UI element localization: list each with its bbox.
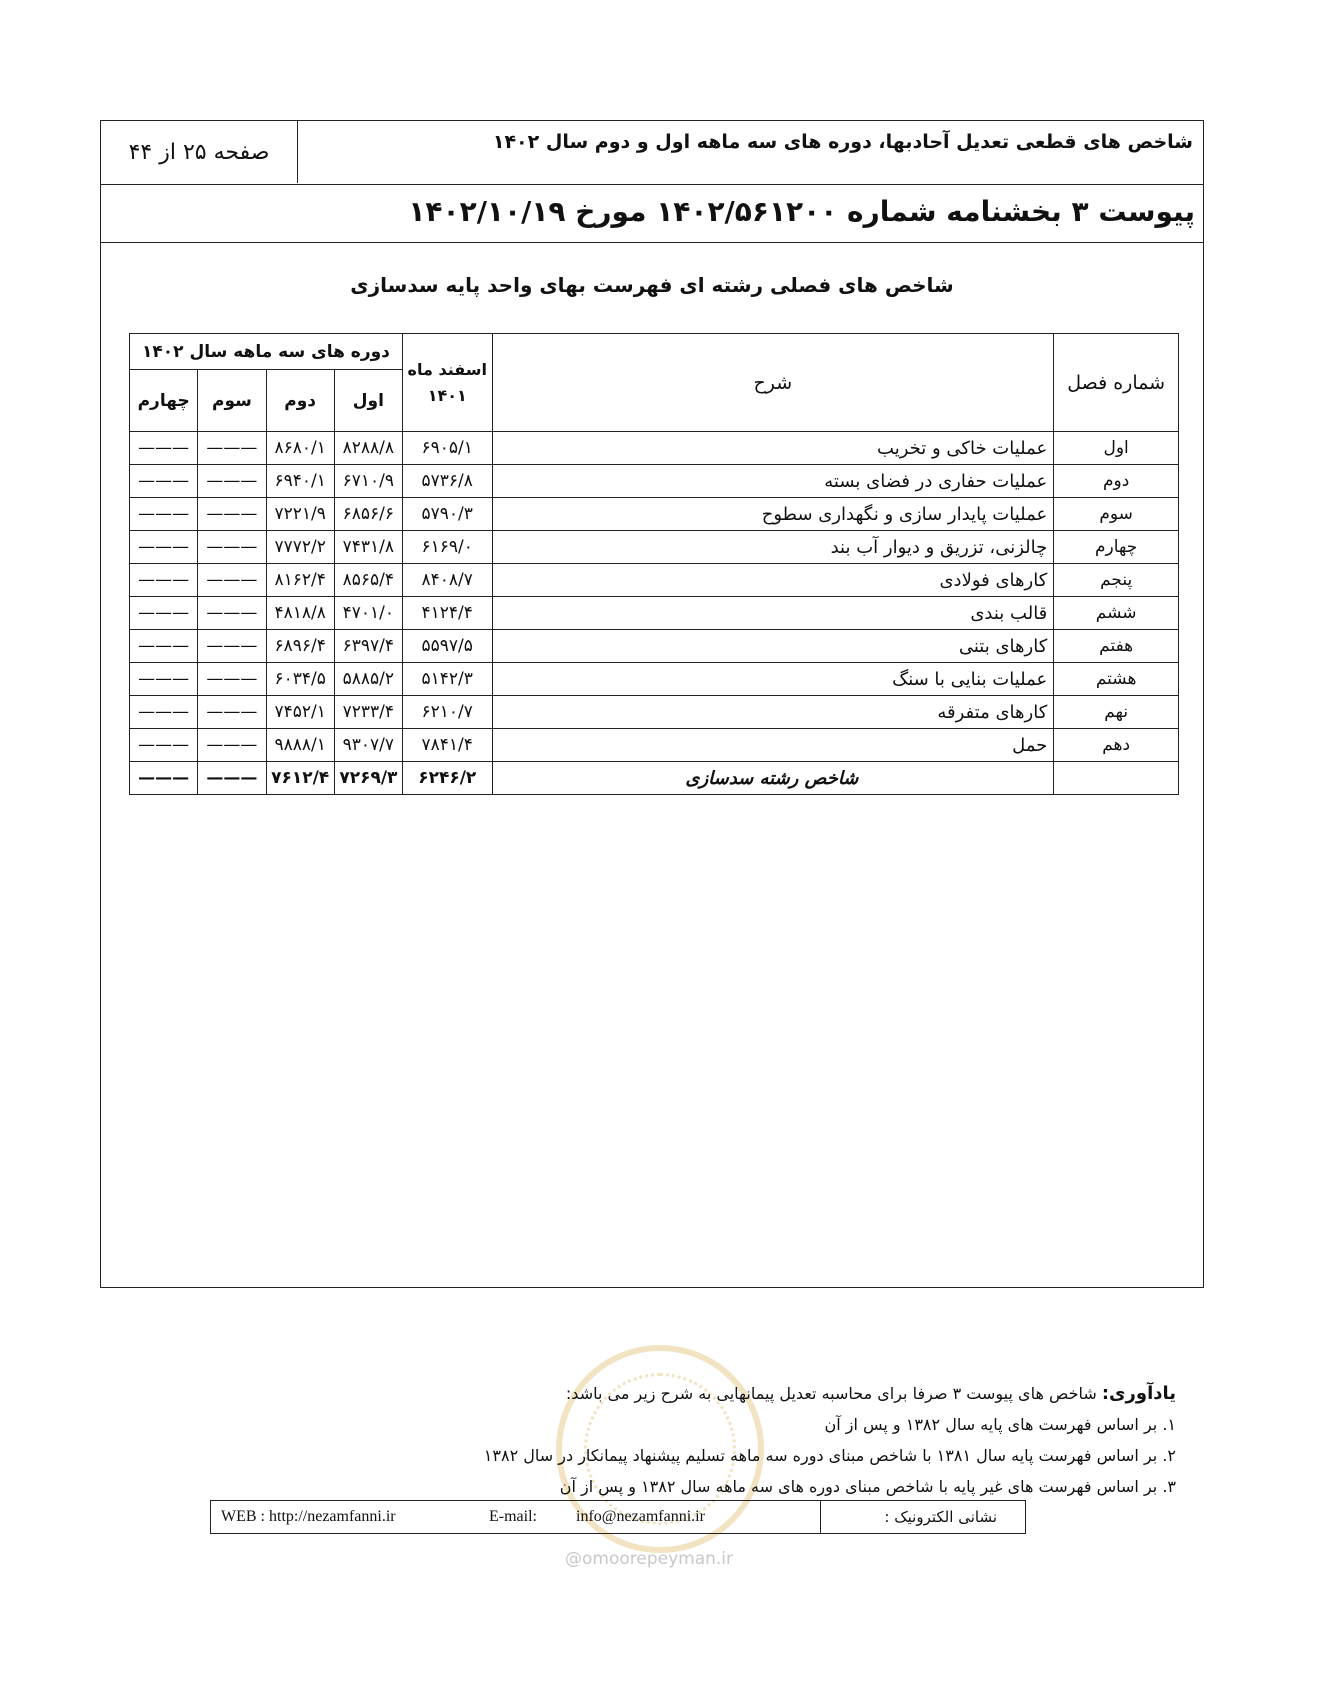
cell-description: عملیات حفاری در فضای بسته	[492, 465, 1054, 498]
cell-description: عملیات خاکی و تخریب	[492, 432, 1054, 465]
cell-description: کارهای متفرقه	[492, 696, 1054, 729]
cell-q1: ۶۸۵۶/۶	[334, 498, 402, 531]
cell-esfand: ۵۱۴۲/۳	[402, 663, 492, 696]
cell-description: چالزنی، تزریق و دیوار آب بند	[492, 531, 1054, 564]
cell-q4: ———	[130, 465, 198, 498]
cell-esfand: ۶۲۱۰/۷	[402, 696, 492, 729]
cell-q2: ۸۱۶۲/۴	[266, 564, 334, 597]
cell-chapter: دهم	[1054, 729, 1179, 762]
header-q2: دوم	[266, 370, 334, 432]
cell-chapter: پنجم	[1054, 564, 1179, 597]
cell-q2: ۶۹۴۰/۱	[266, 465, 334, 498]
table-row	[130, 729, 1179, 762]
table-row	[130, 663, 1179, 696]
cell-description: قالب بندی	[492, 597, 1054, 630]
cell-q2: ۹۸۸۸/۱	[266, 729, 334, 762]
cell-q1: ۷۲۳۳/۴	[334, 696, 402, 729]
table-row	[130, 630, 1179, 663]
notes-item: ۲. بر اساس فهرست پایه سال ۱۳۸۱ با شاخص مبنای دوره سه ماهه تسلیم پیشنهاد پیمانکار در سال ۱۳۸۲	[483, 1446, 1176, 1465]
cell-q2: ۴۸۱۸/۸	[266, 597, 334, 630]
cell-chapter: نهم	[1054, 696, 1179, 729]
table-row	[130, 564, 1179, 597]
cell-q1: ۴۷۰۱/۰	[334, 597, 402, 630]
cell-chapter: اول	[1054, 432, 1179, 465]
cell-q3: ———	[198, 531, 266, 564]
cell-q4: ———	[130, 432, 198, 465]
document-frame	[100, 120, 1204, 1288]
cell-chapter: سوم	[1054, 498, 1179, 531]
cell-q1: ۹۳۰۷/۷	[334, 729, 402, 762]
cell-q3: ———	[198, 663, 266, 696]
site-watermark: @omoorepeyman.ir	[565, 1549, 734, 1569]
cell-esfand: ۴۱۲۴/۴	[402, 597, 492, 630]
table-row	[130, 597, 1179, 630]
cell-esfand: ۶۹۰۵/۱	[402, 432, 492, 465]
bulletin-row	[101, 185, 1203, 243]
document-title: شاخص های قطعی تعدیل آحادبها، دوره های سه ماهه اول و دوم سال ۱۴۰۲	[492, 131, 1193, 153]
cell-q2: ۶۸۹۶/۴	[266, 630, 334, 663]
cell-q1: ۷۴۳۱/۸	[334, 531, 402, 564]
cell-q3: ———	[198, 630, 266, 663]
notes-intro: شاخص های پیوست ۳ صرفا برای محاسبه تعدیل پیمانهایی به شرح زیر می باشد:	[565, 1384, 1097, 1403]
cell-esfand: ۶۱۶۹/۰	[402, 531, 492, 564]
cell-q4: ———	[130, 597, 198, 630]
header-row	[101, 121, 1203, 185]
page-number: صفحه ۲۵ از ۴۴	[101, 121, 298, 183]
table-body	[130, 432, 1179, 795]
footer-contact-box	[210, 1500, 1026, 1534]
cell-esfand: ۵۵۹۷/۵	[402, 630, 492, 663]
header-q3: سوم	[198, 370, 266, 432]
notes-item: ۳. بر اساس فهرست های غیر پایه با شاخص مبنای دوره های سه ماهه سال ۱۳۸۲ و پس از آن	[559, 1477, 1176, 1496]
header-q1: اول	[334, 370, 402, 432]
index-table	[129, 333, 1179, 795]
cell-description: عملیات بنایی با سنگ	[492, 663, 1054, 696]
table-row	[130, 432, 1179, 465]
total-q3: ———	[198, 762, 266, 795]
cell-q4: ———	[130, 531, 198, 564]
footer-address-label: نشانی الکترونیک :	[820, 1501, 1025, 1533]
cell-q4: ———	[130, 498, 198, 531]
cell-chapter: هشتم	[1054, 663, 1179, 696]
cell-chapter: چهارم	[1054, 531, 1179, 564]
cell-description: عملیات پایدار سازی و نگهداری سطوح	[492, 498, 1054, 531]
header-q4: چهارم	[130, 370, 198, 432]
total-q2: ۷۶۱۲/۴	[266, 762, 334, 795]
cell-q3: ———	[198, 597, 266, 630]
table-row	[130, 498, 1179, 531]
cell-chapter: دوم	[1054, 465, 1179, 498]
cell-q4: ———	[130, 696, 198, 729]
cell-q2: ۷۷۷۲/۲	[266, 531, 334, 564]
header-esfand: اسفند ماه ۱۴۰۱	[402, 334, 492, 432]
cell-esfand: ۵۷۹۰/۳	[402, 498, 492, 531]
footer-email-label: E-mail:	[489, 1508, 537, 1525]
total-esfand: ۶۲۴۶/۲	[402, 762, 492, 795]
cell-q1: ۸۵۶۵/۴	[334, 564, 402, 597]
cell-q4: ———	[130, 729, 198, 762]
header-chapter: شماره فصل	[1054, 334, 1179, 432]
cell-q1: ۵۸۸۵/۲	[334, 663, 402, 696]
notes-label: یادآوری:	[1101, 1383, 1176, 1404]
notes-item: ۱. بر اساس فهرست های پایه سال ۱۳۸۲ و پس از آن	[824, 1415, 1176, 1434]
cell-description: حمل	[492, 729, 1054, 762]
total-desc: شاخص رشته سدسازی	[492, 762, 1054, 795]
cell-q4: ———	[130, 663, 198, 696]
cell-q1: ۸۲۸۸/۸	[334, 432, 402, 465]
notes-section	[376, 1378, 1176, 1502]
cell-q2: ۶۰۳۴/۵	[266, 663, 334, 696]
total-q1: ۷۲۶۹/۳	[334, 762, 402, 795]
cell-q1: ۶۳۹۷/۴	[334, 630, 402, 663]
cell-q2: ۸۶۸۰/۱	[266, 432, 334, 465]
cell-description: کارهای فولادی	[492, 564, 1054, 597]
footer-web-link[interactable]: WEB : http://nezamfanni.ir	[221, 1508, 396, 1525]
cell-q3: ———	[198, 729, 266, 762]
cell-chapter-empty	[1054, 762, 1179, 795]
table-row	[130, 696, 1179, 729]
cell-esfand: ۷۸۴۱/۴	[402, 729, 492, 762]
cell-esfand: ۵۷۳۶/۸	[402, 465, 492, 498]
header-quarters-group: دوره های سه ماهه سال ۱۴۰۲	[130, 334, 403, 370]
header-description: شرح	[492, 334, 1054, 432]
total-q4: ———	[130, 762, 198, 795]
cell-q3: ———	[198, 696, 266, 729]
total-row	[130, 762, 1179, 795]
cell-q2: ۷۲۲۱/۹	[266, 498, 334, 531]
cell-chapter: هفتم	[1054, 630, 1179, 663]
footer-email-link[interactable]: info@nezamfanni.ir	[576, 1508, 705, 1525]
cell-q3: ———	[198, 564, 266, 597]
table-row	[130, 531, 1179, 564]
cell-chapter: ششم	[1054, 597, 1179, 630]
cell-description: کارهای بتنی	[492, 630, 1054, 663]
bulletin-reference: پیوست ۳ بخشنامه شماره ۱۴۰۲/۵۶۱۲۰۰ مورخ ۱۴۰۲/۱۰/۱۹	[408, 195, 1195, 228]
cell-q3: ———	[198, 498, 266, 531]
cell-esfand: ۸۴۰۸/۷	[402, 564, 492, 597]
table-title: شاخص های فصلی رشته ای فهرست بهای واحد پایه سدسازی	[350, 273, 954, 297]
cell-q4: ———	[130, 630, 198, 663]
notes-intro-line	[376, 1378, 1176, 1409]
cell-q3: ———	[198, 432, 266, 465]
cell-q3: ———	[198, 465, 266, 498]
cell-q4: ———	[130, 564, 198, 597]
cell-q2: ۷۴۵۲/۱	[266, 696, 334, 729]
table-row	[130, 465, 1179, 498]
cell-q1: ۶۷۱۰/۹	[334, 465, 402, 498]
